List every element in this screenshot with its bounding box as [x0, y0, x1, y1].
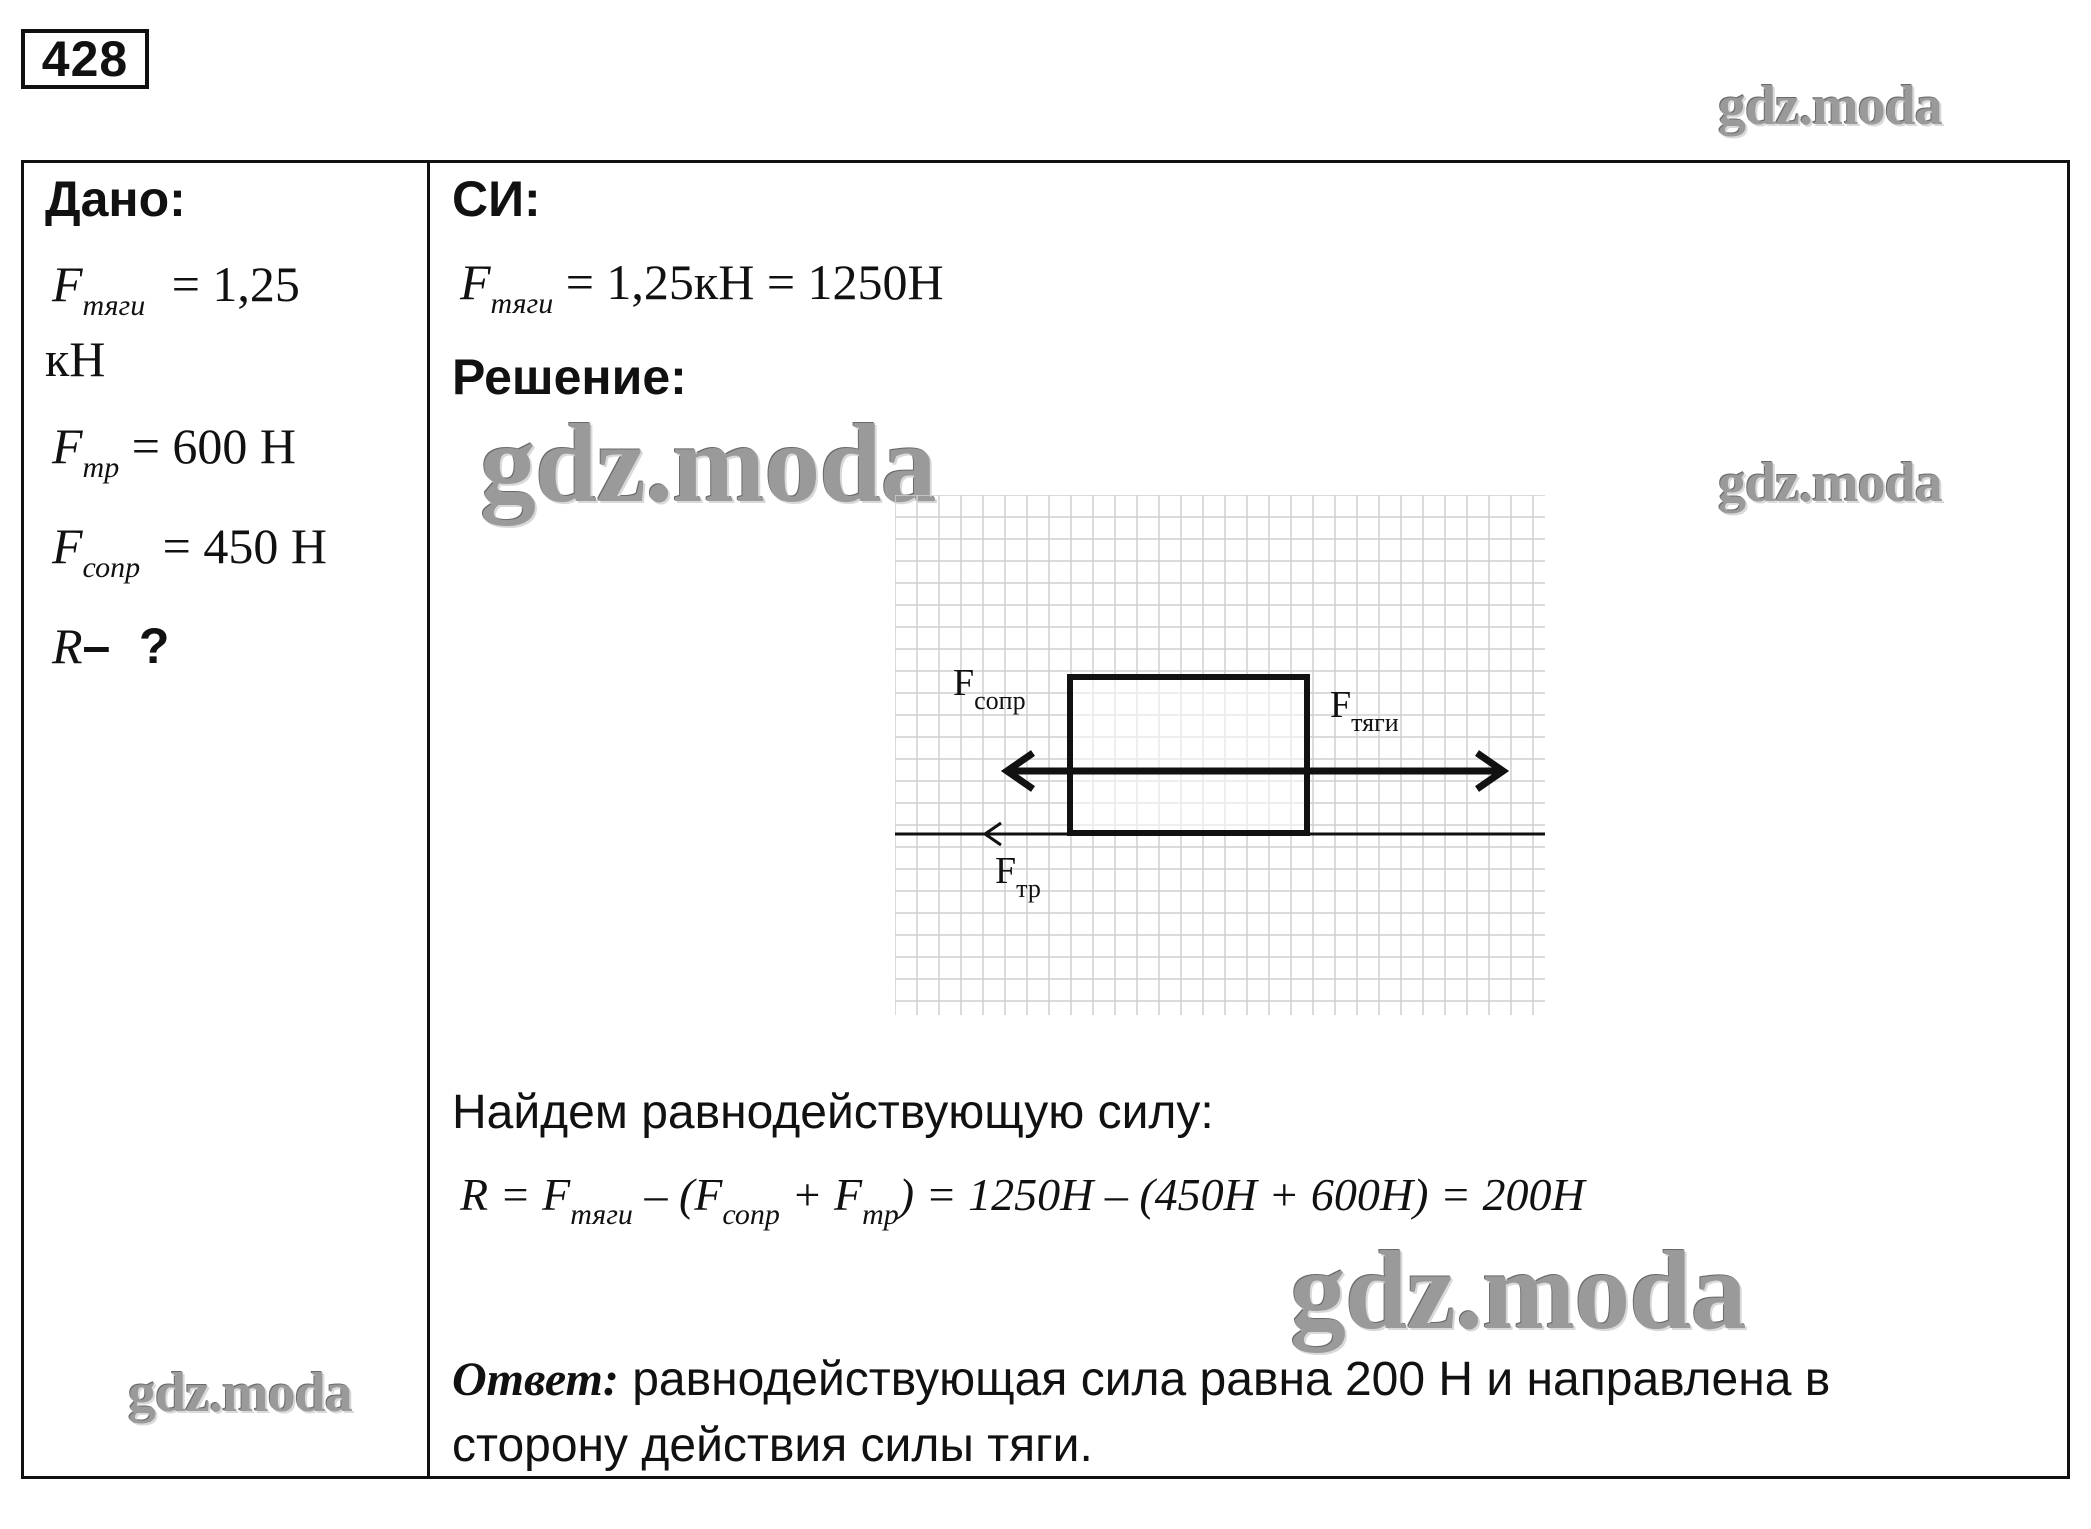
f-resist-symbol: F — [52, 518, 83, 574]
watermark-large-2: gdz.moda — [1290, 1229, 1746, 1353]
given-f-thrust-unit: кН — [45, 331, 106, 387]
solution-heading: Решение: — [452, 349, 687, 405]
watermark-right-2: gdz.moda — [1718, 452, 1942, 514]
formula-sub-2: сопр — [722, 1198, 780, 1231]
si-expr: = 1,25кН = 1250Н — [565, 254, 944, 310]
si-symbol: F — [460, 254, 491, 310]
friction-arrow — [985, 823, 1045, 845]
f-friction-sub: тр — [82, 451, 120, 484]
force-diagram — [895, 495, 1555, 1055]
given-f-resist — [52, 517, 327, 585]
formula-sub-1: тяги — [570, 1198, 633, 1231]
f-resist-sub: сопр — [82, 551, 141, 584]
watermark-top-right: gdz.moda — [1718, 75, 1942, 137]
si-sub: тяги — [490, 287, 554, 320]
formula-part-4: ) = 1250Н – (450Н + 600Н) = 200Н — [898, 1169, 1585, 1220]
formula-part-2: – (F — [632, 1169, 723, 1220]
f-friction-value: = 600 Н — [131, 418, 297, 474]
f-thrust-sub: тяги — [82, 289, 146, 322]
answer-text: равнодействующая сила равна 200 Н и направлена в — [618, 1353, 1831, 1406]
answer-line-1 — [452, 1352, 1830, 1407]
given-unknown — [52, 617, 169, 675]
answer-line-2: сторону действия силы тяги. — [452, 1419, 1093, 1472]
label-f-thrust: $F_{тяги}$ — [1330, 684, 1399, 737]
unknown-dash: – — [82, 618, 111, 674]
si-heading: СИ: — [452, 171, 541, 227]
given-f-thrust — [52, 255, 300, 323]
formula-part-1: R = F — [460, 1169, 571, 1220]
formula-part-3: + F — [779, 1169, 863, 1220]
unknown-question: ? — [138, 618, 170, 674]
watermark-bottom-left: gdz.moda — [128, 1362, 352, 1424]
label-f-resist: $F_{сопр}$ — [953, 662, 1026, 715]
column-divider — [427, 160, 430, 1479]
answer-label: Ответ: — [452, 1353, 619, 1406]
si-conversion — [460, 253, 944, 321]
f-thrust-symbol: F — [52, 256, 83, 312]
problem-number: 428 — [21, 29, 149, 89]
formula-sub-3: тр — [862, 1198, 899, 1231]
f-friction-symbol: F — [52, 418, 83, 474]
f-resist-value: = 450 Н — [162, 518, 327, 574]
given-f-friction — [52, 417, 296, 485]
find-resultant-text: Найдем равнодействующую силу: — [452, 1086, 1214, 1139]
given-heading: Дано: — [45, 171, 186, 227]
resultant-formula — [460, 1168, 1585, 1232]
body-block — [1070, 677, 1307, 833]
label-f-friction: $F_{тр}$ — [995, 850, 1041, 903]
f-thrust-value: = 1,25 — [171, 256, 300, 312]
watermark-large-1: gdz.moda — [480, 402, 936, 526]
unknown-symbol: R — [52, 618, 83, 674]
